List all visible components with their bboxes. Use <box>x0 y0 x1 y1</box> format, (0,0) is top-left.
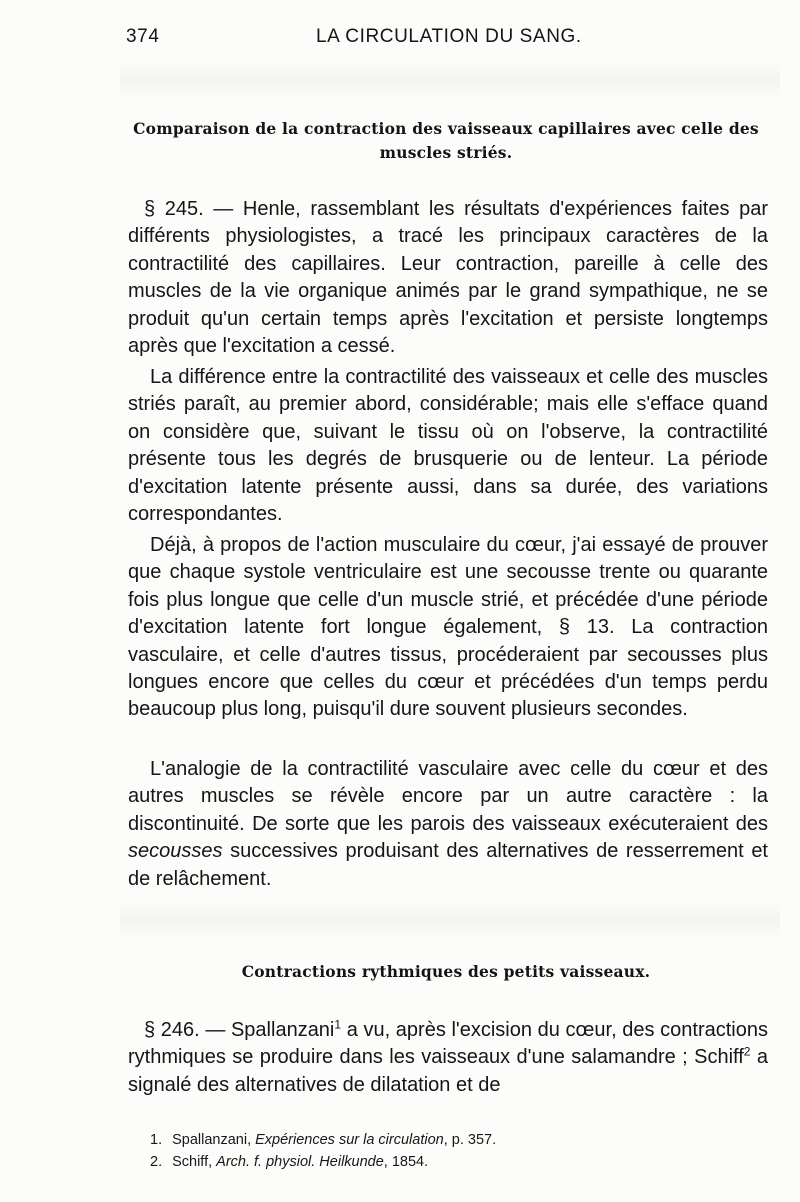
paragraph-analogy-emphasis: secousses <box>128 840 223 863</box>
paragraph-heart-action: Déjà, à propos de l'action musculaire du cœur, j'ai essayé de prouver que chaque systole ventriculaire est une secousse trente ou quarante fois plus longue que celle d'un muscle strié, et précédée d'une période d'excitation latente fort longue également, § 13. La contraction vasculaire, et celle d'autres tissus, procéderaient par secousses plus longues encore que celles du cœur et précédées d'un temps perdu beaucoup plus long, puisqu'il dure souvent plusieurs secondes. <box>128 534 768 721</box>
section-heading-rhythmic: Contractions rythmiques des petits vaisseaux. <box>241 962 651 981</box>
section-heading-comparison: Comparaison de la contraction des vaisseaux capillaires avec celle des muscles striés. <box>133 119 759 162</box>
running-title: LA CIRCULATION DU SANG. <box>316 26 582 47</box>
footnote-number: 2. <box>150 1154 163 1170</box>
footnote-title: Arch. f. physiol. Heilkunde <box>216 1154 384 1170</box>
paragraph-difference: La différence entre la contractilité des vaisseaux et celle des muscles striés paraît, au premier abord, considérable; mais elle s'efface quand on considère que, suivant le tissu où on l'observe, la contractilité présente tous les degrés de brusquerie ou de lenteur. La période d'excitation latente présente aussi, dans sa durée, des variations correspondantes. <box>128 366 768 526</box>
footnote-text: Schiff, <box>172 1154 217 1170</box>
paragraph-246-text: § 246. — Spallanzani <box>144 1019 335 1041</box>
paragraph-246-text: a vu, après l'excision du cœur, des contractions rythmiques se produire dans les vaisseaux d'une salamandre ; Schiff <box>128 1019 768 1069</box>
show-through-band <box>120 900 780 940</box>
show-through-band <box>120 60 780 100</box>
footnote-ref-1: 1 <box>334 1017 342 1032</box>
footnote-text: , p. 357. <box>443 1132 497 1148</box>
paragraph-analogy <box>128 756 768 893</box>
footnote-title: Expériences sur la circulation <box>255 1132 444 1148</box>
footnotes <box>150 1129 750 1173</box>
paragraph-analogy-text: successives produisant des alternatives de resserrement et de relâchement. <box>128 840 768 890</box>
paragraph-246-text: a signalé des alternatives de dilatation et de <box>128 1046 768 1096</box>
footnote-1 <box>150 1129 750 1151</box>
running-head <box>126 26 766 52</box>
footnote-text: , 1854. <box>383 1154 429 1170</box>
footnote-number: 1. <box>150 1132 163 1148</box>
paragraph-245: § 245. — Henle, rassemblant les résultats d'expériences faites par différents physiologistes, a tracé les principaux caractères de la contractilité des capillaires. Leur contraction, pareille à celle des muscles de la vie organique animés par le grand sympathique, ne se produit qu'un certain temps après l'excitation et persiste longtemps après que l'excitation a cessé. <box>128 198 768 358</box>
paragraph-246 <box>128 1017 768 1099</box>
footnote-text: Spallanzani, <box>172 1132 256 1148</box>
page-number: 374 <box>126 26 160 47</box>
footnote-2 <box>150 1151 750 1173</box>
paragraph-analogy-text: L'analogie de la contractilité vasculaire avec celle du cœur et des autres muscles se révèle encore par un autre caractère : la discontinuité. De sorte que les parois des vaisseaux exécuteraient des <box>128 758 768 835</box>
footnote-ref-2: 2 <box>743 1044 751 1059</box>
